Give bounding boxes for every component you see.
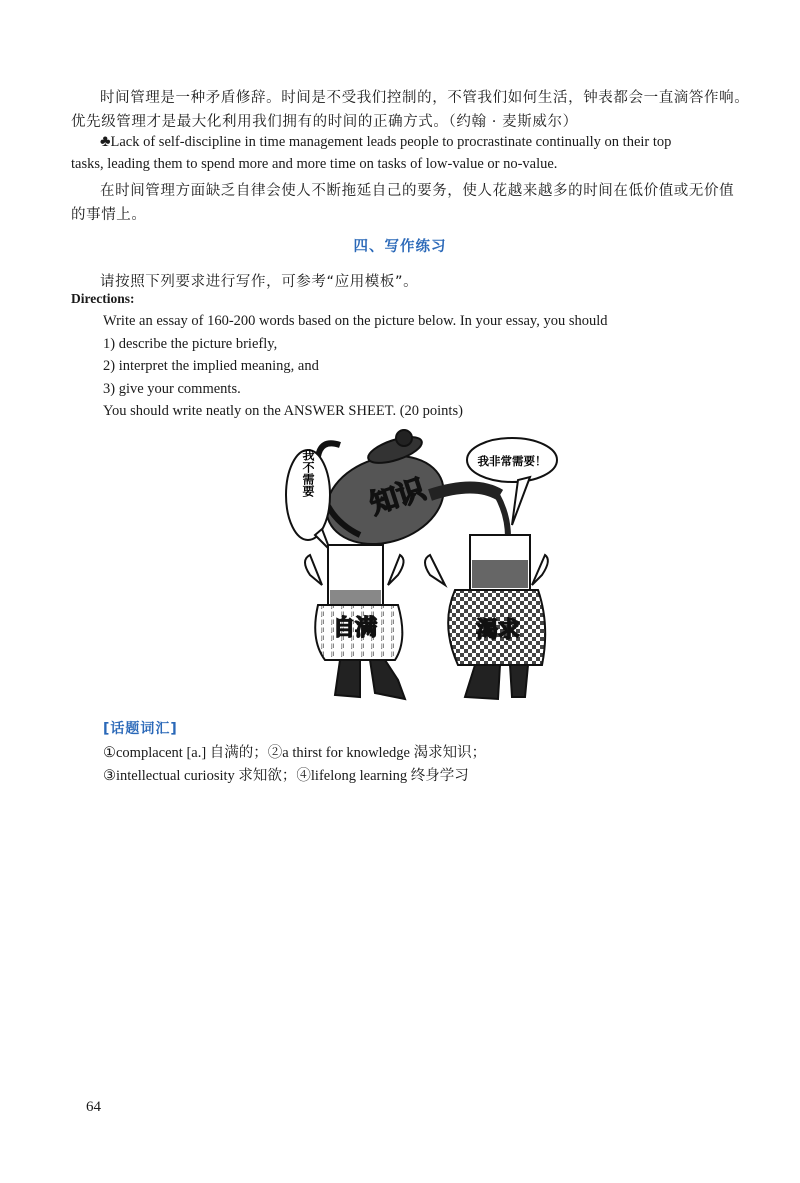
directions-label: Directions: [71,291,135,306]
right-speech-bubble [467,438,557,525]
directions-line-1: Write an essay of 160-200 words based on the picture below. In your essay, you should [103,313,608,329]
quote-en-line-2: tasks, leading them to spend more and more time on tasks of low-value or no-value. [71,156,558,172]
section-title: 四、写作练习 [353,239,447,255]
directions-line-2: You should write neatly on the ANSWER SHEET. (20 points) [103,403,463,419]
directions-item-1: 1) describe the picture briefly, [103,336,278,352]
directions-item-3: 3) give your comments. [103,381,241,397]
quote-en-line-1 [100,133,671,151]
quote-cn-trans-line-1: 在时间管理方面缺乏自律会使人不断拖延自己的要务，使人花越来越多的时间在低价值或无价值 [100,183,735,199]
left-bubble-text: 我不需要 [301,449,315,497]
club-icon: ♣ [100,133,111,150]
left-body-label: 自满 [332,616,378,641]
right-figure [425,535,548,699]
right-body-label: 渴求 [475,618,521,643]
right-bubble-text: 我非常需要！ [477,454,547,468]
cartoon-illustration [280,425,570,710]
writing-instruction: 请按照下列要求进行写作，可参考“应用模板”。 [100,274,419,290]
quote-cn-trans-line-2: 的事情上。 [71,207,147,223]
quote-cn-line-1: 时间管理是一种矛盾修辞。时间是不受我们控制的，不管我们如何生活，钟表都会一直滴答作响。 [100,90,750,106]
quote-en-text: Lack of self-discipline in time management leads people to procrastinate continually on their top [110,134,672,150]
vocab-line-2: ③intellectual curiosity 求知欲；④lifelong learning 终身学习 [103,768,469,784]
kettle-label: 知识 [365,472,430,521]
page-number: 64 [86,1099,101,1115]
vocab-title: [话题词汇] [103,721,178,737]
quote-cn-line-2: 优先级管理才是最大化利用我们拥有的时间的正确方式。（约翰 · 麦斯威尔） [71,114,578,130]
directions-item-2: 2) interpret the implied meaning, and [103,358,319,374]
vocab-line-1: ①complacent [a.] 自满的；②a thirst for knowledge 渴求知识； [103,745,487,761]
